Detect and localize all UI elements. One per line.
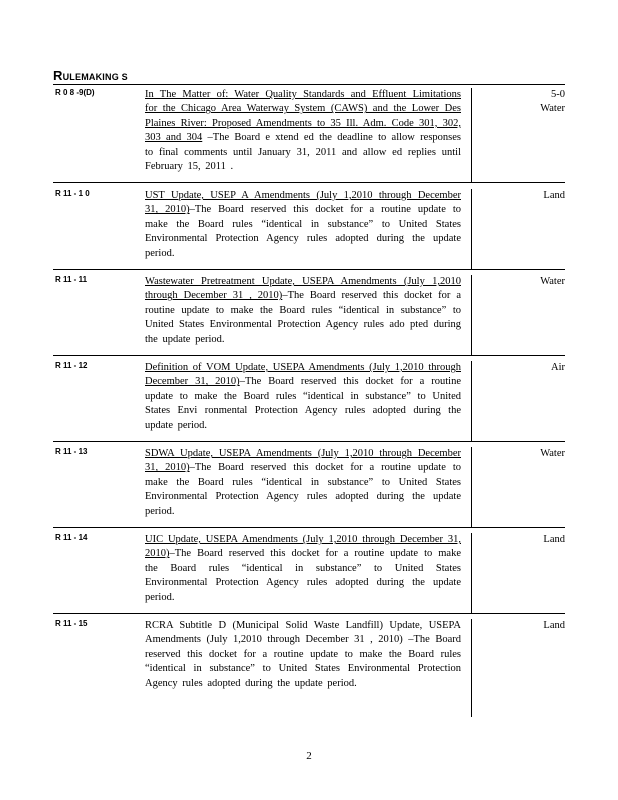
entry-text: –The Board reserved this docket for a routine update to make the Board rules “identical in substance” to United States Environmental Protection Agency rules adopted during the update period. xyxy=(145,462,461,517)
entry-text: –The Board reserved this docket for a routine update to make the Board rules “identical in substance” to United States Environmental Protection Agency rules adopted during the update period. xyxy=(145,548,461,603)
media-type: Water xyxy=(540,448,565,459)
docket-number: R 11 - 15 xyxy=(55,619,88,628)
column-divider xyxy=(471,189,472,269)
media-count: 5-0 xyxy=(551,89,565,100)
entry-description xyxy=(145,533,461,605)
media-type: Water xyxy=(540,276,565,287)
entry-text: –The Board reserved this docket for a routine update to make the Board rules “identical in substance” to United States Environmental Protection Agency rules adopted during the update period. xyxy=(145,204,461,259)
entry-text: RCRA Subtitle D (Municipal Solid Waste Landfill) Update, USEPA Amendments (July 1,2010 through December 31 , 2010) –The Board reserved this docket for a routine update to make the Board rules “identical in substance” to United States Environmental Protection Agency rules adopted during the update period. xyxy=(145,620,461,689)
docket-number: R 11 - 11 xyxy=(55,275,88,284)
docket-number: R 11 - 13 xyxy=(55,447,88,456)
media-type: Land xyxy=(543,534,565,545)
docket-number: R 0 8 -9(D) xyxy=(55,88,95,97)
section-title-initial: R xyxy=(53,68,63,83)
entry-description xyxy=(145,88,461,174)
column-divider xyxy=(471,275,472,355)
section-divider xyxy=(53,84,565,85)
row-divider xyxy=(53,355,565,356)
row-divider xyxy=(53,269,565,270)
entry-text: –The Board reserved this docket for a routine update to make the Board rules “identical in substance” to United States Environmental Protection Agency rules ado pted during the update period. xyxy=(145,290,461,345)
row-divider xyxy=(53,527,565,528)
column-divider xyxy=(471,88,472,182)
entry-description xyxy=(145,619,461,691)
entry-title: UIC Update, USEPA Amendments (July 1,2010 through December 31, 2010) xyxy=(145,534,461,560)
row-divider xyxy=(53,441,565,442)
column-divider xyxy=(471,447,472,527)
column-divider xyxy=(471,619,472,717)
column-divider xyxy=(471,361,472,441)
entry-title: In The Matter of: Water Quality Standards and Effluent Limitations for the Chicago Area Waterway System (CAWS) and the Lower Des Plaines River: Proposed Amendments to 35 Ill. Adm. Code 301, 302, 303 and 304 xyxy=(145,89,461,144)
row-divider xyxy=(53,613,565,614)
media-type: Air xyxy=(551,362,565,373)
entry-description xyxy=(145,189,461,261)
entry-description xyxy=(145,447,461,519)
entry-text: –The Board reserved this docket for a routine update to make the Board rules “identical in substance” to United States Envi ronmental Protection Agency rules adopted during the update period. xyxy=(145,376,461,431)
entry-title: Wastewater Pretreatment Update, USEPA Amendments (July 1,2010 through December 31 , 2010) xyxy=(145,276,461,302)
media-type: Water xyxy=(540,103,565,115)
entry-description xyxy=(145,275,461,347)
section-title-rest: ULEMAKING S xyxy=(62,72,128,82)
section-title xyxy=(53,68,128,83)
media-type: Land xyxy=(543,620,565,631)
docket-number: R 11 - 14 xyxy=(55,533,88,542)
page-number: 2 xyxy=(306,750,312,762)
entry-description xyxy=(145,361,461,433)
entry-text: –The Board e xtend ed the deadline to allow responses to final comments until January 31, 2011 and allow ed replies until February 15, 2011 . xyxy=(145,132,461,173)
row-divider xyxy=(53,182,565,183)
media-type: Land xyxy=(543,190,565,201)
entry-title: UST Update, USEP A Amendments (July 1,2010 through December 31, 2010) xyxy=(145,190,461,216)
docket-number: R 11 - 12 xyxy=(55,361,88,370)
entry-title: Definition of VOM Update, USEPA Amendments (July 1,2010 through December 31, 2010) xyxy=(145,362,461,388)
entry-title: SDWA Update, USEPA Amendments (July 1,2010 through December 31, 2010) xyxy=(145,448,461,474)
column-divider xyxy=(471,533,472,613)
docket-number: R 11 - 1 0 xyxy=(55,189,90,198)
media-cell xyxy=(475,88,565,117)
